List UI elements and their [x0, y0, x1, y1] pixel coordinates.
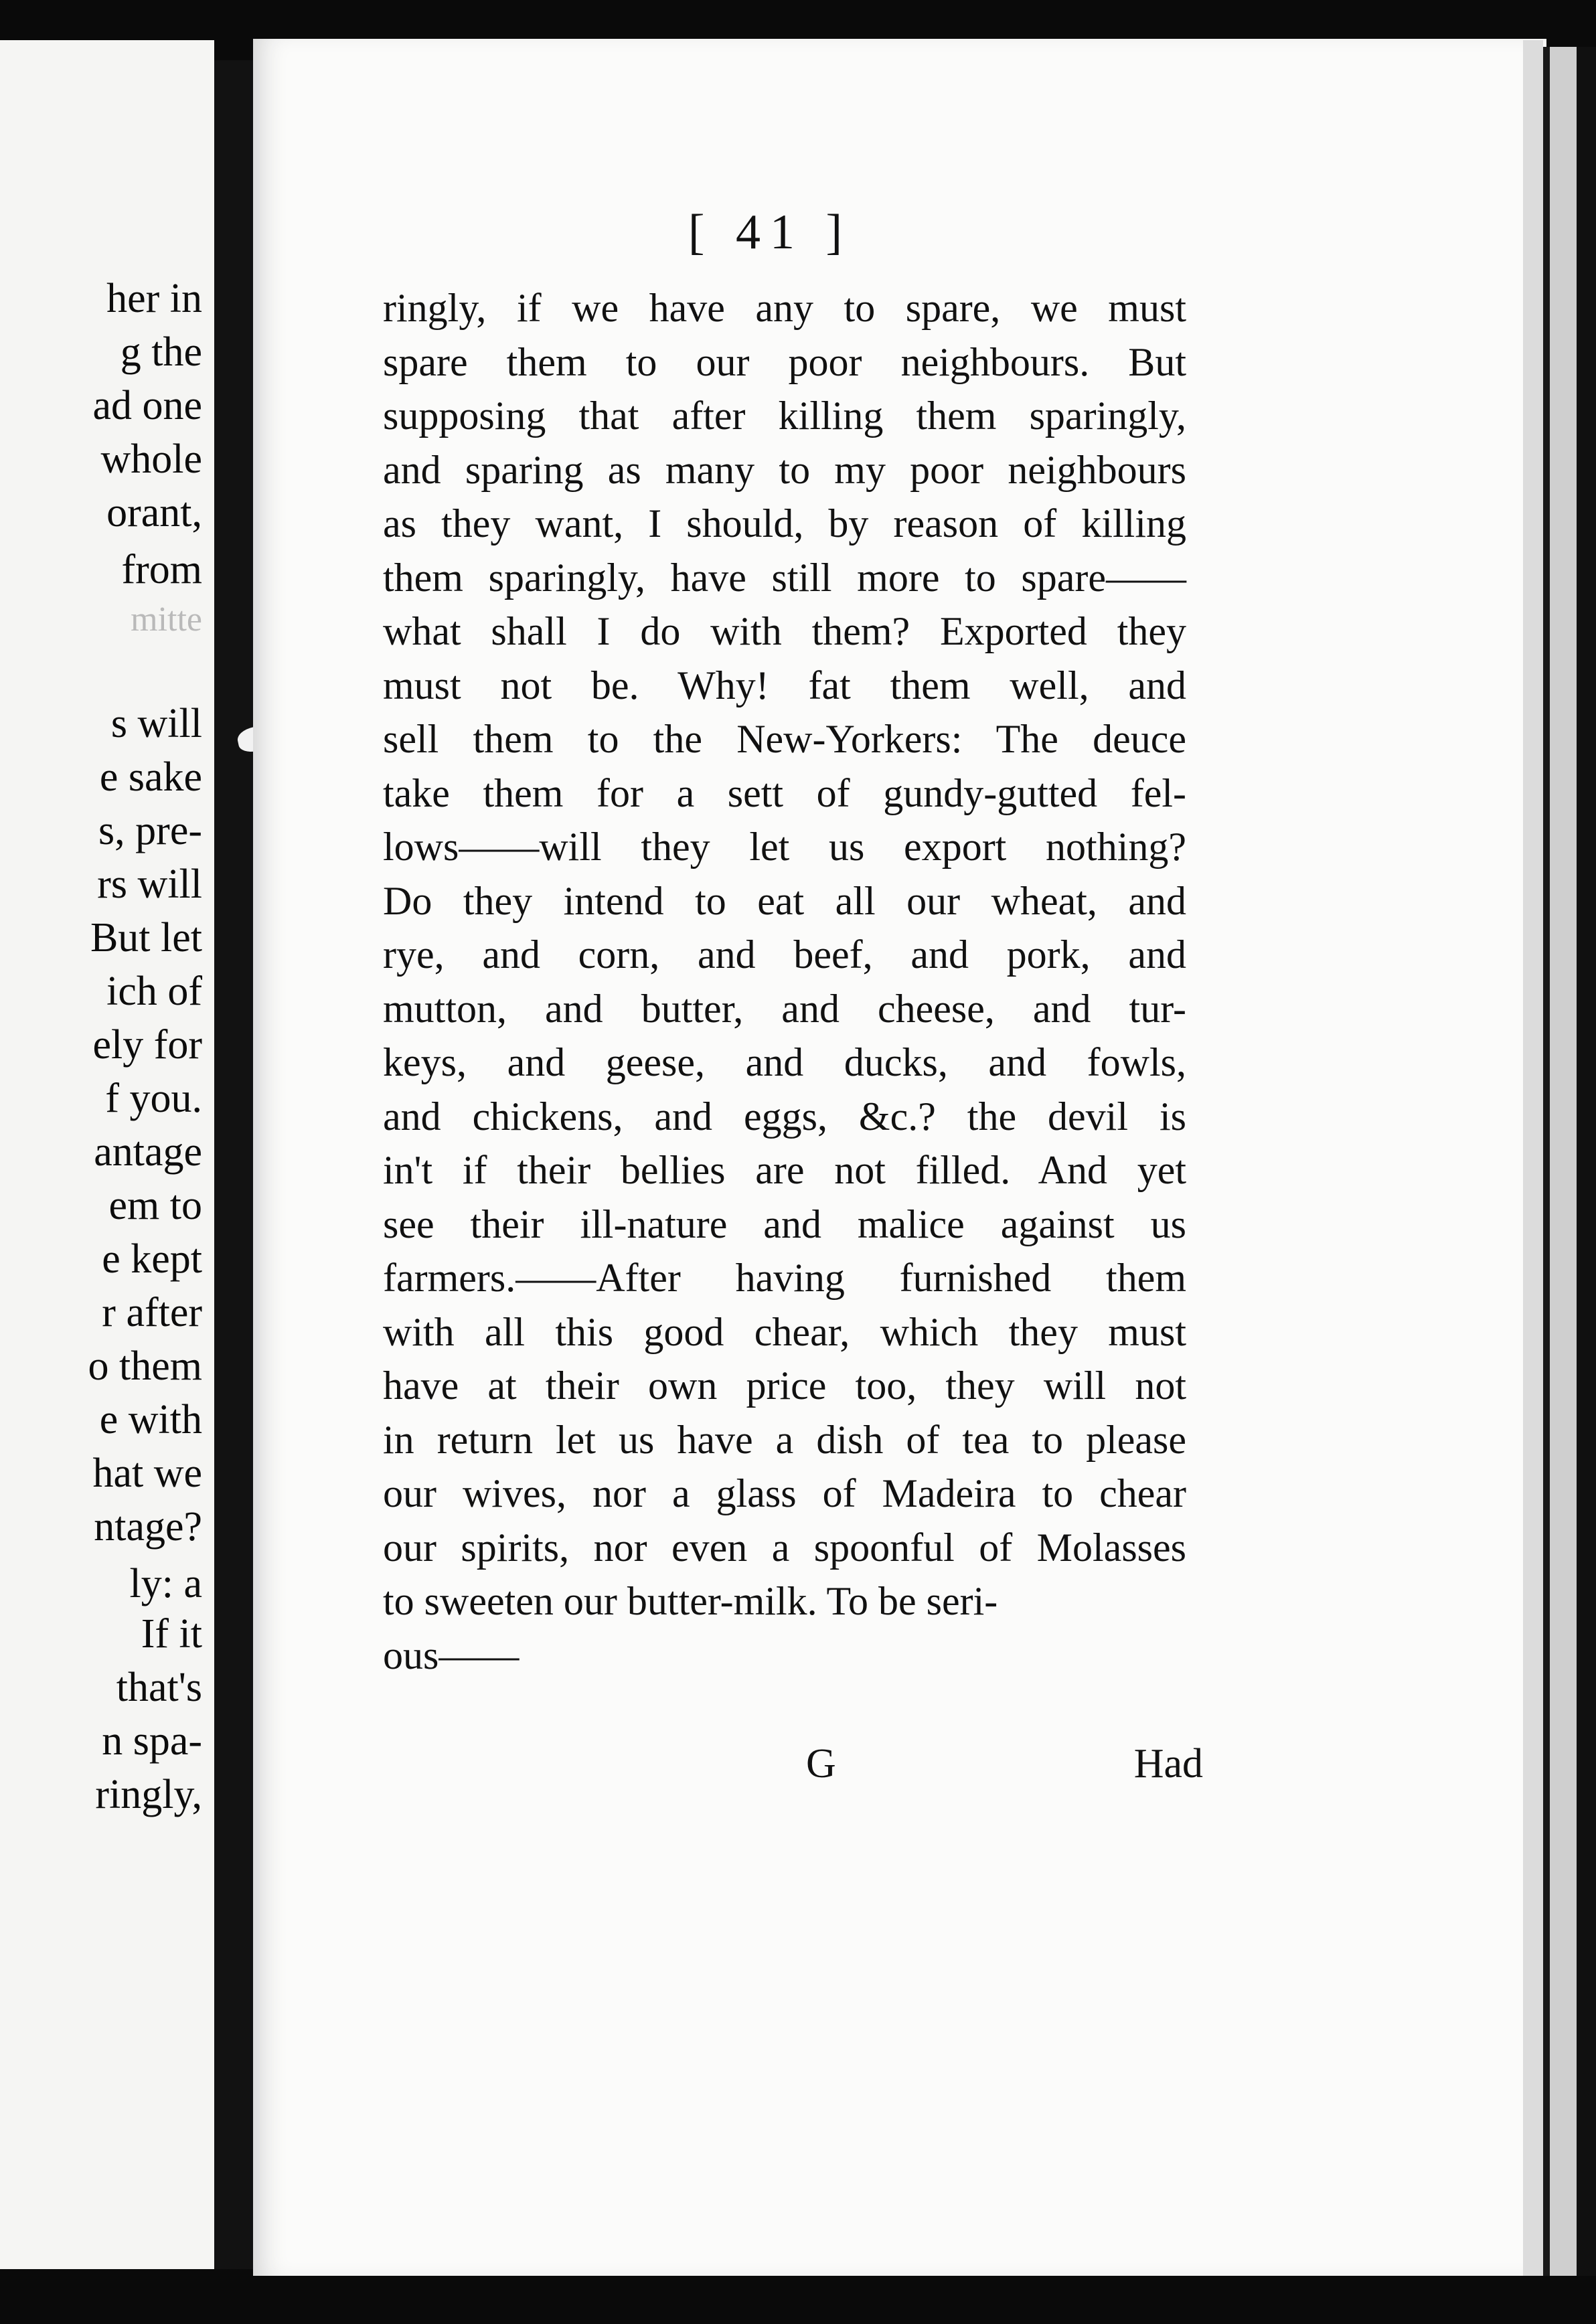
facing-page-fragment: antage: [94, 1129, 202, 1175]
facing-page-fragment: ich of: [106, 969, 202, 1014]
signature-mark: G: [806, 1741, 836, 1787]
facing-page-fragment: rs will: [97, 861, 202, 907]
text-line: spare them to our poor neighbours. But: [383, 339, 1186, 384]
text-line: as they want, I should, by reason of killing: [383, 501, 1186, 546]
text-line: take them for a sett of gundy-gutted fel-: [383, 770, 1186, 815]
facing-page-fragment: But let: [90, 915, 202, 961]
text-line: our spirits, nor even a spoonful of Molasses: [383, 1525, 1186, 1570]
text-line: mutton, and butter, and cheese, and tur-: [383, 986, 1186, 1031]
book-gutter: [214, 60, 254, 2269]
facing-page-fragment: ly: a: [129, 1561, 202, 1606]
text-line: our wives, nor a glass of Madeira to chear: [383, 1471, 1186, 1515]
facing-page-fragment: ad one: [92, 383, 202, 428]
text-line: ringly, if we have any to spare, we must: [383, 286, 1186, 330]
facing-page-fragment: n spa-: [102, 1718, 202, 1764]
text-line: to sweeten our butter-milk. To be seri-: [383, 1579, 998, 1623]
facing-page-fragment: g the: [120, 329, 202, 375]
facing-page-fragment: e sake: [99, 754, 202, 800]
text-line: in't if their bellies are not filled. And yet: [383, 1148, 1186, 1192]
facing-page-fragment: ringly,: [95, 1772, 202, 1817]
footer-line: [383, 1740, 1203, 1801]
text-line: rye, and corn, and beef, and pork, and: [383, 932, 1186, 977]
facing-page-fragment: from: [121, 547, 202, 592]
text-line: with all this good chear, which they must: [383, 1309, 1186, 1354]
page-edge: [1543, 47, 1550, 2276]
facing-page-fragment: ely for: [92, 1022, 202, 1068]
facing-page-fragment: e with: [99, 1397, 202, 1442]
facing-page-fragment: f you.: [105, 1076, 202, 1121]
facing-page-fragment: r after: [102, 1290, 202, 1335]
facing-page-fragment: s will: [110, 701, 202, 746]
text-line: keys, and geese, and ducks, and fowls,: [383, 1040, 1186, 1084]
text-line: ous——: [383, 1633, 520, 1677]
facing-page-fragment: whole: [100, 436, 202, 482]
facing-page-fragment: orant,: [106, 490, 202, 535]
page-edge: [1550, 47, 1577, 2276]
catchword: Had: [1133, 1741, 1203, 1787]
facing-page-fragment: hat we: [92, 1450, 202, 1496]
facing-page: [0, 40, 214, 2269]
facing-page-fragment: o them: [88, 1343, 202, 1389]
text-line: lows——will they let us export nothing?: [383, 825, 1186, 869]
text-line: must not be. Why! fat them well, and: [383, 663, 1186, 708]
text-line: Do they intend to eat all our wheat, and: [383, 878, 1186, 923]
page-edge: [1577, 47, 1596, 2276]
text-line: them sparingly, have still more to spare——: [383, 555, 1186, 600]
facing-page-fragment: s, pre-: [98, 808, 202, 853]
facing-page-fragment: e kept: [102, 1236, 202, 1282]
text-line: and chickens, and eggs, &c.? the devil is: [383, 1094, 1186, 1139]
text-line: in return let us have a dish of tea to please: [383, 1417, 1186, 1462]
page-number: [ 41 ]: [688, 205, 852, 260]
facing-page-fragment: that's: [116, 1665, 202, 1710]
facing-page-fragment: em to: [108, 1183, 202, 1228]
text-line: see their ill-nature and malice against us: [383, 1201, 1186, 1246]
facing-page-fragment: If it: [141, 1611, 202, 1657]
text-line: sell them to the New-Yorkers: The deuce: [383, 717, 1186, 761]
facing-page-fragment: mitte: [131, 600, 202, 639]
body-text: [383, 281, 1186, 1682]
facing-page-fragment: her in: [106, 276, 202, 321]
text-line: and sparing as many to my poor neighbours: [383, 447, 1186, 492]
text-line: have at their own price too, they will not: [383, 1363, 1186, 1408]
text-line: what shall I do with them? Exported they: [383, 609, 1186, 653]
page-edge: [1523, 40, 1543, 2276]
text-line: farmers.——After having furnished them: [383, 1256, 1186, 1300]
facing-page-fragment: ntage?: [94, 1504, 202, 1550]
text-line: supposing that after killing them sparingly,: [383, 394, 1186, 438]
